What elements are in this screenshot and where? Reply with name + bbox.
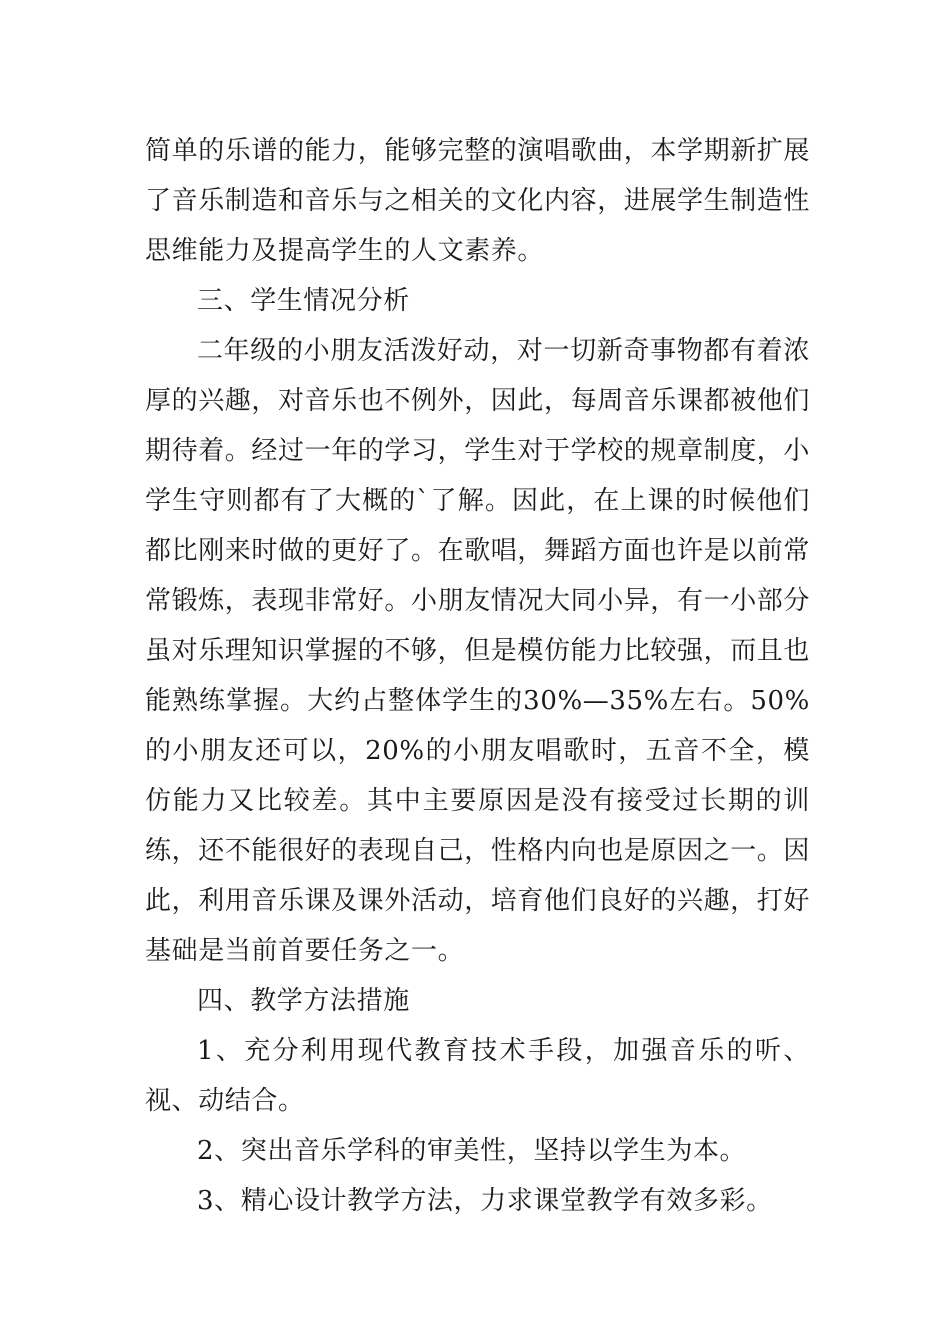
section-heading-teaching-methods: 四、教学方法措施 <box>197 986 410 1016</box>
document-body <box>145 126 810 1226</box>
paragraph-continuation: 简单的乐谱的能力，能够完整的演唱歌曲，本学期新扩展了音乐制造和音乐与之相关的文化内容，进展学生制造性思维能力及提高学生的人文素养。 <box>145 136 811 266</box>
list-item-method-2: 2、突出音乐学科的审美性，坚持以学生为本。 <box>197 1136 747 1166</box>
list-item-method-3: 3、精心设计教学方法，力求课堂教学有效多彩。 <box>197 1186 773 1216</box>
section-heading-student-analysis: 三、学生情况分析 <box>197 286 410 316</box>
paragraph-student-analysis: 二年级的小朋友活泼好动，对一切新奇事物都有着浓厚的兴趣，对音乐也不例外，因此，每周音乐课都被他们期待着。经过一年的学习，学生对于学校的规章制度，小学生守则都有了大概的`了解。因此，在上课的时候他们都比刚来时做的更好了。在歌唱，舞蹈方面也许是以前常常锻炼，表现非常好。小朋友情况大同小异，有一小部分虽对乐理知识掌握的不够，但是模仿能力比较强，而且也能熟练掌握。大约占整体学生的30%—35%左右。50%的小朋友还可以，20%的小朋友唱歌时，五音不全，模仿能力又比较差。其中主要原因是没有接受过长期的训练，还不能很好的表现自己，性格内向也是原因之一。因此，利用音乐课及课外活动，培育他们良好的兴趣，打好基础是当前首要任务之一。 <box>145 336 811 966</box>
list-item-method-1: 1、充分利用现代教育技术手段，加强音乐的听、视、动结合。 <box>145 1036 810 1116</box>
